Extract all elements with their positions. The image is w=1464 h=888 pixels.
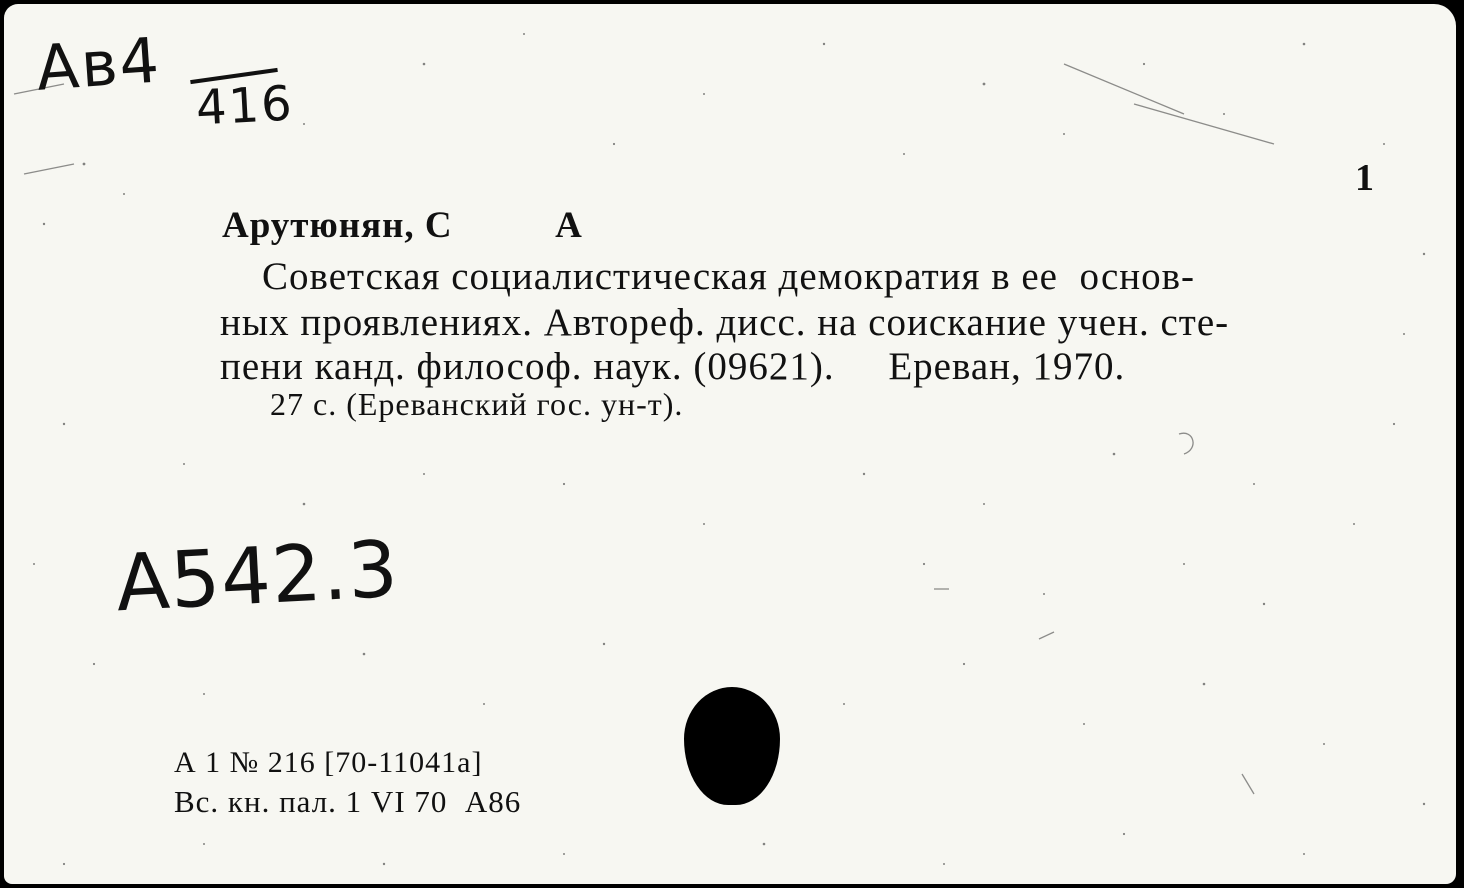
accession-line-1: А 1 № 216 [70-11041а] — [174, 746, 483, 779]
accession-line-2: Вс. кн. пал. 1 VI 70 А86 — [174, 784, 522, 819]
title-line-1: Советская социалистическая демократия в ее основ- — [262, 255, 1196, 298]
catalog-card — [4, 4, 1456, 884]
pagination-line: 27 с. (Ереванский гос. ун-т). — [270, 386, 684, 422]
title-line-2: ных проявлениях. Автореф. дисс. на соискание учен. сте- — [220, 301, 1230, 344]
handwritten-shelf-number: 416 — [194, 75, 296, 137]
punch-hole — [684, 687, 780, 805]
author-heading: Арутюнян, С А — [222, 205, 583, 246]
card-number: 1 — [1355, 157, 1374, 199]
handwritten-classification: А542.3 — [113, 524, 401, 630]
handwritten-shelf-code: Ав4 — [34, 23, 164, 105]
title-line-3: пени канд. философ. наук. (09621). Ереван, 1970. — [220, 345, 1126, 388]
